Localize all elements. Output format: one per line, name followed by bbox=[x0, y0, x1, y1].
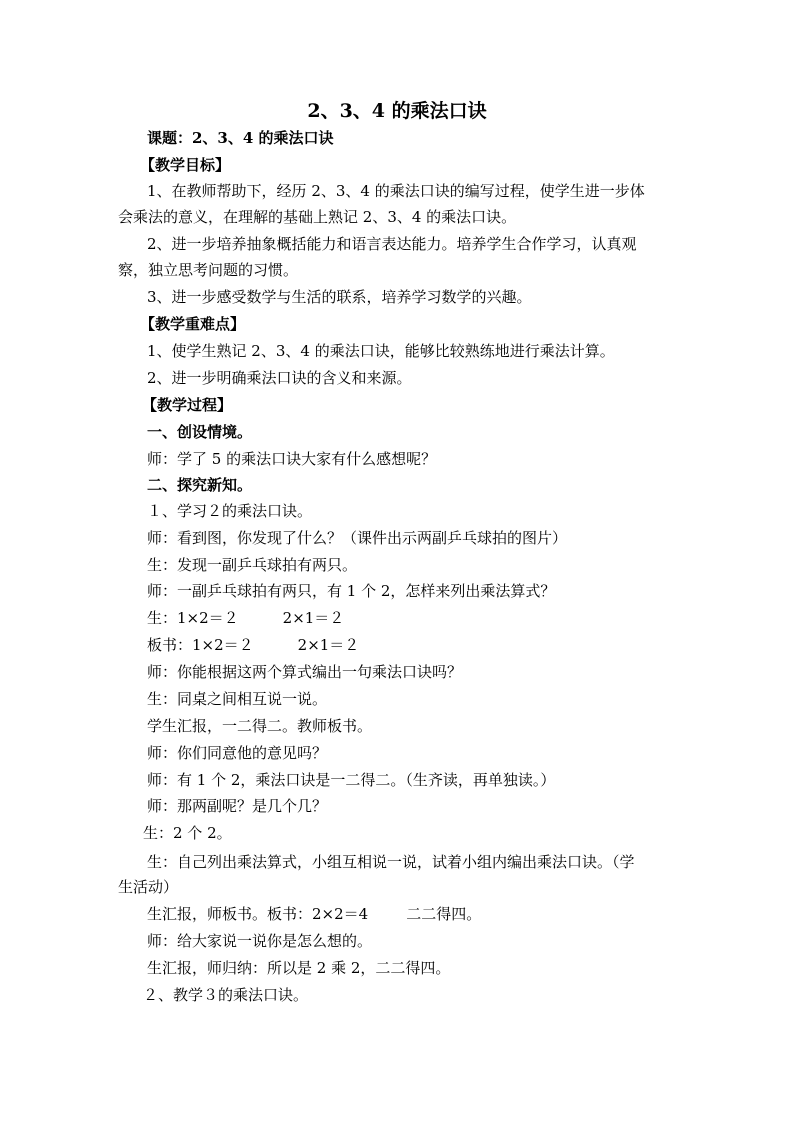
student-formulas bbox=[147, 607, 344, 629]
board-2-formula: 生汇报，师板书。板书：2×2＝4 bbox=[147, 905, 369, 923]
student-formula-a: 生：1×2＝２ bbox=[147, 609, 239, 627]
keypoints-heading: 【教学重难点】 bbox=[140, 315, 246, 333]
process-heading: 【教学过程】 bbox=[142, 396, 233, 414]
line-teacher-picture: 师：看到图，你发现了什么？（课件出示两副乒乓球拍的图片） bbox=[147, 529, 568, 547]
goal-3: 3、进一步感受数学与生活的联系，培养学习数学的兴趣。 bbox=[147, 288, 532, 306]
line-report: 学生汇报，一二得二。教师板书。 bbox=[147, 717, 373, 735]
goal-1-line-1: 1、在教师帮助下，经历 2、3、4 的乘法口诀的编写过程，使学生进一步体 bbox=[147, 182, 645, 200]
board-formula-b: 2×1＝２ bbox=[297, 636, 360, 654]
line-teacher-read: 师：有 1 个 2，乘法口诀是一二得二。（生齐读，再单独读。） bbox=[147, 771, 556, 789]
goal-1-line-2: 会乘法的意义，在理解的基础上熟记 2、3、4 的乘法口诀。 bbox=[118, 208, 517, 226]
board-formulas bbox=[147, 634, 359, 656]
line-student-activity-2: 生活动） bbox=[118, 878, 179, 896]
section-2-heading: 二、探究新知。 bbox=[147, 476, 253, 494]
goals-heading: 【教学目标】 bbox=[140, 156, 231, 174]
goal-2-line-2: 察，独立思考问题的习惯。 bbox=[118, 261, 299, 279]
line-student-twos: 生：2 个 2。 bbox=[143, 824, 232, 842]
line-teacher-formula: 师：一副乒乓球拍有两只，有 1 个 2，怎样来列出乘法算式？ bbox=[147, 582, 556, 600]
board-2-rhyme: 二二得四。 bbox=[406, 905, 482, 923]
keypoint-1: 1、使学生熟记 2、3、4 的乘法口诀，能够比较熟练地进行乘法计算。 bbox=[147, 342, 615, 360]
line-teacher-think: 师：给大家说一说你是怎么想的。 bbox=[147, 932, 373, 950]
line-summary: 生汇报，师归纳：所以是 2 乘 2，二二得四。 bbox=[147, 959, 451, 977]
line-student-pair: 生：发现一副乒乓球拍有两只。 bbox=[147, 556, 358, 574]
section-1-heading: 一、创设情境。 bbox=[147, 423, 253, 441]
line-intro: 师：学了 5 的乘法口诀大家有什么感想呢？ bbox=[147, 450, 437, 468]
line-teacher-agree: 师：你们同意他的意见吗？ bbox=[147, 744, 328, 762]
goal-2-line-1: 2、进一步培养抽象概括能力和语言表达能力。培养学生合作学习，认真观 bbox=[147, 235, 637, 253]
board-formula-a: 板书：1×2＝２ bbox=[147, 636, 254, 654]
document-title: 2、3、4 的乘法口诀 bbox=[307, 100, 487, 122]
line-teacher-rhyme: 师：你能根据这两个算式编出一句乘法口诀吗？ bbox=[147, 663, 463, 681]
line-teacher-two: 师：那两副呢？是几个几？ bbox=[147, 797, 328, 815]
line-student-discuss: 生：同桌之间相互说一说。 bbox=[147, 690, 328, 708]
subject-line: 课题：2、3、4 的乘法口诀 bbox=[147, 129, 334, 147]
step-1: １、学习２的乘法口诀。 bbox=[147, 502, 313, 520]
line-student-activity-1: 生：自己列出乘法算式，小组互相说一说，试着小组内编出乘法口诀。（学 bbox=[147, 853, 635, 871]
student-formula-b: 2×1＝２ bbox=[282, 609, 345, 627]
board-2-line bbox=[147, 903, 481, 925]
step-2: ２、教学３的乘法口诀。 bbox=[143, 986, 309, 1004]
keypoint-2: 2、进一步明确乘法口诀的含义和来源。 bbox=[147, 369, 412, 387]
